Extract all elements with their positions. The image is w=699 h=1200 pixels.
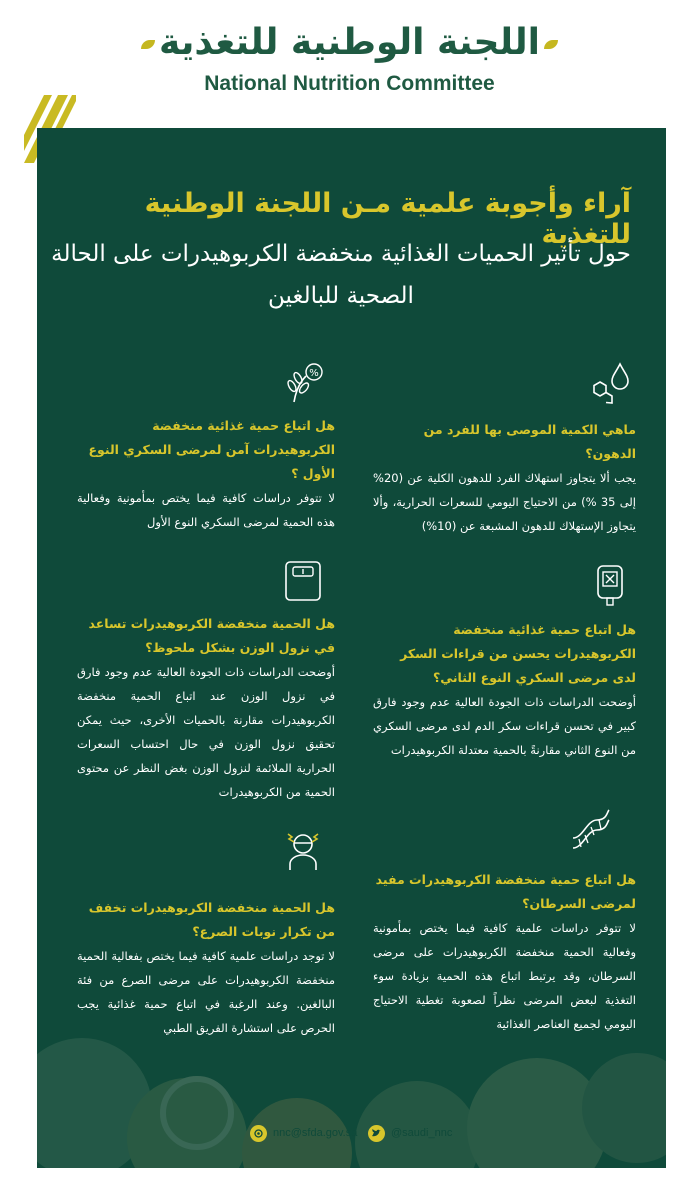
qa-weight-loss: [77, 612, 335, 804]
svg-text:%: %: [309, 368, 319, 379]
twitter-text: @saudi_nnc: [391, 1127, 453, 1139]
wheat-percent-icon: [282, 362, 324, 404]
leaf-icon: [544, 40, 558, 49]
subtitle: حول تأثير الحميات الغذائية منخفضة الكربوهيدرات على الحالة الصحية للبالغين: [51, 241, 631, 309]
logo-arabic: اللجنة الوطنية للتغذية: [0, 22, 699, 63]
content-panel: [37, 128, 666, 1168]
qa-epilepsy: [77, 896, 335, 1040]
answer: لا تتوفر دراسات كافية فيما يختص بمأمونية وفعالية هذه الحمية لمرضى السكري النوع الأول: [77, 491, 335, 529]
oil-drop-molecule-icon: [590, 362, 632, 404]
qa-diabetes-type2: [373, 618, 636, 762]
glucose-meter-icon: [590, 564, 632, 606]
question: هل اتباع حمية غذائية منخفضة الكربوهيدرات يحسن من قراءات السكر لدى مرضى السكري النوع الثاني؟: [400, 622, 636, 685]
qa-diabetes-type1: [77, 414, 335, 534]
question: هل الحمية منخفضة الكربوهيدرات تساعد في نزول الوزن بشكل ملحوظ؟: [88, 616, 335, 655]
footer: [0, 1122, 699, 1152]
seizure-head-icon: [282, 828, 324, 870]
main-title: آراء وأجوبة علمية مـن اللجنة الوطنية للتغذية: [144, 188, 631, 250]
answer: لا توجد دراسات علمية كافية فيما يختص بفعالية الحمية منخفضة الكربوهيدرات على مرضى الصرع من فئة البالغين. وعند الرغبة في اتباع حمية غذائية يجب الحرص على استشارة الفريق الطبي: [77, 949, 335, 1035]
logo-english: National Nutrition Committee: [204, 72, 495, 95]
answer: أوضحت الدراسات ذات الجودة العالية عدم وجود فارق في نزول الوزن عند اتباع الحمية منخفضة الكربوهيدرات مقارنة بالحميات الأخرى، حيث يمكن تحقيق نزول الوزن في حال احتساب السعرات الحرارية الملائمة لنزول الوزن بغض النظر عن محتوى الحمية من الكربوهيدرات: [77, 665, 335, 799]
email-text: nnc@sfda.gov.sa: [273, 1127, 358, 1139]
weight-scale-icon: [282, 560, 324, 602]
answer: أوضحت الدراسات ذات الجودة العالية عدم وجود فارق كبير في تحسن قراءات سكر الدم لدى مرضى السكري من النوع الثاني مقارنةً بالحمية معتدلة الكربوهيدرات: [373, 695, 636, 757]
dna-icon: [569, 808, 611, 850]
question: ماهي الكمية الموصى بها للفرد من الدهون؟: [423, 422, 636, 461]
twitter-contact[interactable]: [368, 1122, 452, 1144]
qa-cancer: [373, 868, 636, 1036]
email-contact[interactable]: [250, 1122, 357, 1144]
twitter-icon: [368, 1125, 385, 1142]
answer: لا تتوفر دراسات علمية كافية فيما يختص بمأمونية وفعالية الحمية منخفضة الكربوهيدرات على مرضى السرطان، وقد يرتبط اتباع هذه الحمية بزيادة سوء التغذية لبعض المرضى نظراً لصعوبة تغطية الاحتياج اليومي لجميع العناصر الغذائية: [373, 921, 636, 1031]
question: هل اتباع حمية منخفضة الكربوهيدرات مفيد لمرضى السرطان؟: [375, 872, 636, 911]
header: [0, 0, 699, 128]
qa-fat-intake: [373, 418, 636, 538]
answer: يجب ألا يتجاوز استهلاك الفرد للدهون الكلية عن (20% إلى 35 %) من الاحتياج اليومي للسعرات الحرارية، وألا يتجاوز الإستهلاك للدهون المشبعة عن (10%): [373, 471, 636, 533]
question: هل الحمية منخفضة الكربوهيدرات تخفف من تكرار نوبات الصرع؟: [88, 900, 335, 939]
email-icon: [250, 1125, 267, 1142]
question: هل اتباع حمية غذائية منخفضة الكربوهيدرات آمن لمرضى السكري النوع الأول ؟: [88, 418, 335, 481]
leaf-icon: [141, 40, 155, 49]
